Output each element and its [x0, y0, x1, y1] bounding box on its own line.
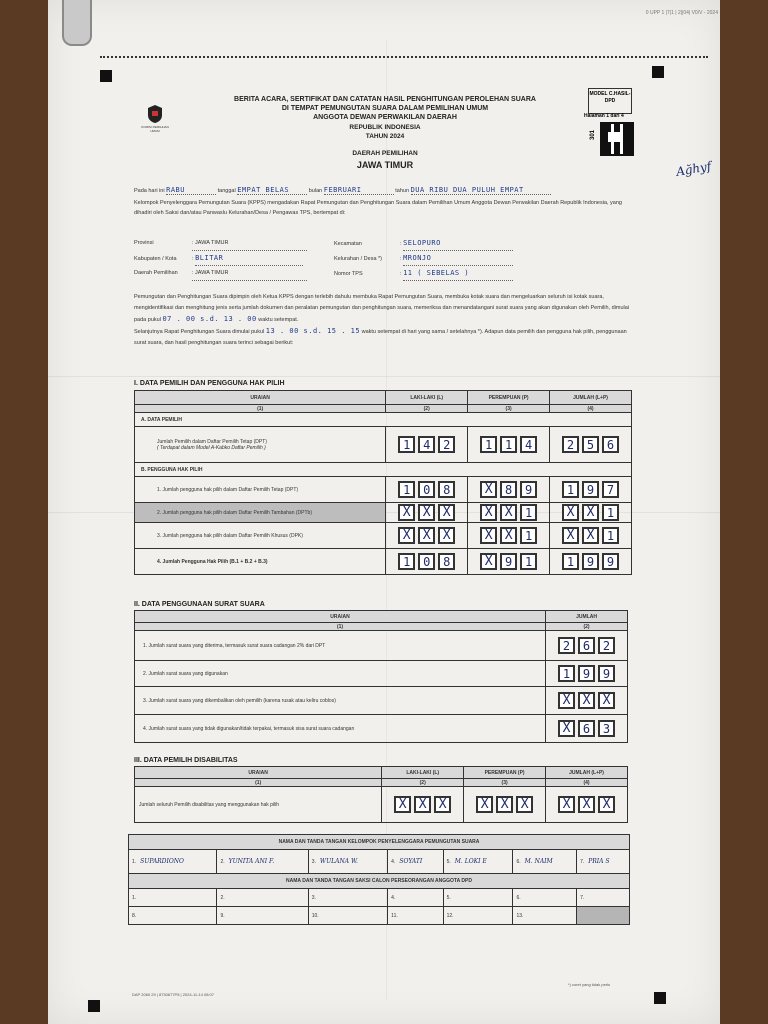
section-1-table: [134, 390, 632, 575]
digit-box: X: [480, 481, 497, 498]
col-number: (3): [464, 779, 546, 787]
digit-boxes: [468, 527, 549, 544]
value-kecamatan: SELOPURO: [403, 236, 513, 251]
digit-boxes: [550, 481, 631, 498]
signature-name: M. NAIM: [524, 858, 553, 865]
disabilitas-label: Jumlah seluruh Pemilih disabilitas yang menggunakan hak pilih: [135, 787, 382, 823]
digit-box: X: [414, 796, 431, 813]
digit-box: X: [558, 720, 575, 737]
signature-number: 6.: [516, 859, 521, 865]
digit-box: 1: [602, 527, 619, 544]
b2-perempuan: [468, 503, 550, 523]
location-right: Kecamatan : SELOPURO Kelurahan / Desa *) : MRONJO Nomor TPS : 11 ( SEBELAS ): [334, 236, 534, 281]
saksi-signature-cell: 8.: [129, 907, 217, 925]
digit-box: X: [434, 796, 451, 813]
saksi-title: NAMA DAN TANDA TANGAN SAKSI CALON PERSEORANGAN ANGGOTA DPD: [129, 874, 630, 889]
signature-name: SOYATI: [399, 858, 423, 865]
header-jumlah: JUMLAH: [546, 611, 628, 623]
digit-box: X: [578, 692, 595, 709]
section-3-table: [134, 766, 628, 823]
digit-box: 2: [558, 637, 575, 654]
dpt-label: Jumlah Pemilih dalam Daftar Pemilih Tetap (DPT): [157, 438, 267, 445]
header-laki: LAKI-LAKI (L): [386, 391, 468, 405]
digit-box: 1: [562, 481, 579, 498]
page-info: Halaman 1 dari 4: [584, 113, 624, 119]
shaded-cell: [577, 907, 630, 925]
digit-box: 9: [582, 481, 599, 498]
col-number: (1): [135, 405, 386, 413]
region-label: DAERAH PEMILIHAN: [352, 150, 418, 157]
title-line-1: BERITA ACARA, SERTIFIKAT DAN CATATAN HASIL PENGHITUNGAN PEROLEHAN SUARA: [234, 96, 536, 103]
saksi-signature-cell: 1.: [129, 889, 217, 907]
title-line-4: REPUBLIK INDONESIA: [349, 124, 421, 131]
digit-boxes: [468, 481, 549, 498]
b3-perempuan: [468, 523, 550, 549]
b4-jumlah: [550, 549, 632, 575]
saksi-signature-cell: 5.: [443, 889, 513, 907]
digit-box: 9: [602, 553, 619, 570]
saksi-signature-cell: 6.: [513, 889, 577, 907]
b3-laki: [386, 523, 468, 549]
digit-boxes: [550, 504, 631, 521]
digit-boxes: [386, 436, 467, 453]
digit-boxes: [550, 553, 631, 570]
saksi-signature-cell: 11.: [388, 907, 443, 925]
digit-boxes: [546, 637, 627, 654]
digit-boxes: [468, 504, 549, 521]
binder-clip: [62, 0, 92, 46]
section-2-table: [134, 610, 628, 743]
kpps-title: NAMA DAN TANDA TANGAN KELOMPOK PENYELENGGARA PEMUNGUTAN SUARA: [129, 835, 630, 850]
col-number: (3): [468, 405, 550, 413]
location-left: Provinsi : JAWA TIMUR Kabupaten / Kota : BLITAR Daerah Pemilihan : JAWA TIMUR: [134, 236, 314, 281]
value-provinsi: : JAWA TIMUR: [192, 236, 307, 251]
group-a-label: A. DATA PEMILIH: [135, 413, 632, 427]
digit-boxes: [546, 692, 627, 709]
label-tps: Nomor TPS: [334, 271, 363, 277]
b2-laki: [386, 503, 468, 523]
col-number: (4): [546, 779, 628, 787]
digit-boxes: [468, 553, 549, 570]
col-number: (1): [135, 623, 546, 631]
dpt-perempuan: [468, 427, 550, 463]
count-time: 13 . 00 s.d. 15 . 15: [265, 327, 361, 335]
digit-box: 9: [578, 665, 595, 682]
header-perempuan: PEREMPUAN (P): [464, 767, 546, 779]
digit-boxes: [386, 527, 467, 544]
b2-jumlah: [550, 503, 632, 523]
start-time: 07 . 00 s.d. 13 . 00: [162, 315, 257, 323]
group-b-label: B. PENGGUNA HAK PILIH: [135, 463, 632, 477]
dpt-note: ( Terdapat dalam Model A-Kabko Daftar Pemilih ): [157, 444, 266, 451]
digit-box: 1: [520, 553, 537, 570]
b3-label: 3. Jumlah pengguna hak pilih dalam Daftar Pemilih Khusus (DPK): [135, 523, 386, 549]
title-line-5: TAHUN 2024: [365, 133, 405, 140]
label-bulan: bulan: [308, 188, 323, 194]
signature-number: 4.: [391, 859, 396, 865]
digit-box: X: [394, 796, 411, 813]
b1-label: 1. Jumlah pengguna hak pilih dalam Daftar Pemilih Tetap (DPT): [135, 477, 386, 503]
digit-boxes: [382, 796, 463, 813]
value-tanggal: EMPAT BELAS: [237, 186, 307, 195]
signature-name: M. LOKI E: [454, 858, 487, 865]
digit-boxes: [546, 720, 627, 737]
corner-mark: [654, 992, 666, 1004]
header-jumlah: JUMLAH (L+P): [546, 767, 628, 779]
digit-box: 9: [520, 481, 537, 498]
ss3-label: 3. Jumlah surat suara yang dikembalikan oleh pemilih (karena rusak atau keliru coblos): [135, 687, 546, 715]
value-tps: 11 ( SEBELAS ): [403, 266, 513, 281]
digit-box: 1: [398, 481, 415, 498]
digit-box: 1: [558, 665, 575, 682]
digit-box: 9: [500, 553, 517, 570]
process-paragraph: [134, 292, 634, 349]
footer-note: *) coret yang tidak perlu: [568, 982, 611, 987]
digit-boxes: [386, 553, 467, 570]
cut-line: [100, 56, 708, 58]
title-line-2: DI TEMPAT PEMUNGUTAN SUARA DALAM PEMILIHAN UMUM: [281, 105, 489, 112]
digit-box: 1: [562, 553, 579, 570]
digit-box: X: [558, 692, 575, 709]
digit-box: X: [496, 796, 513, 813]
digit-box: X: [438, 504, 455, 521]
digit-boxes: [546, 665, 627, 682]
label-tahun: tahun: [395, 188, 410, 194]
kpps-signature-cell: [513, 850, 577, 874]
label-kabkota: Kabupaten / Kota: [134, 256, 177, 262]
digit-boxes: [468, 436, 549, 453]
digit-box: 1: [480, 436, 497, 453]
digit-box: X: [438, 527, 455, 544]
digit-boxes: [386, 504, 467, 521]
b2-label: 2. Jumlah pengguna hak pilih dalam Daftar Pemilih Tambahan (DPTb): [135, 503, 386, 523]
digit-box: 1: [520, 504, 537, 521]
saksi-signature-cell: 2.: [217, 889, 308, 907]
digit-box: X: [516, 796, 533, 813]
digit-box: X: [480, 504, 497, 521]
value-dapil: : JAWA TIMUR: [192, 266, 307, 281]
kpps-signature-cell: [129, 850, 217, 874]
signature-number: 3.: [311, 859, 316, 865]
digit-boxes: [550, 436, 631, 453]
digit-box: X: [480, 553, 497, 570]
label-hari: Pada hari ini: [134, 188, 165, 194]
corner-mark: [652, 66, 664, 78]
model-box: MODEL C.HASIL-DPD: [588, 88, 632, 114]
digit-box: 8: [438, 481, 455, 498]
digit-box: X: [398, 504, 415, 521]
digit-box: 0: [418, 481, 435, 498]
digit-box: X: [578, 796, 595, 813]
value-bulan: FEBRUARI: [324, 186, 394, 195]
kpps-signature-cell: [217, 850, 308, 874]
digit-box: 0: [418, 553, 435, 570]
header-perempuan: PEREMPUAN (P): [468, 391, 550, 405]
value-hari: RABU: [166, 186, 216, 195]
digit-box: 5: [582, 436, 599, 453]
digit-box: X: [398, 527, 415, 544]
kpu-logo-icon: [146, 104, 164, 124]
digit-box: X: [598, 796, 615, 813]
ss2-value: [546, 661, 628, 687]
header-jumlah: JUMLAH (L+P): [550, 391, 632, 405]
label-provinsi: Provinsi: [134, 240, 154, 246]
digit-boxes: [464, 796, 545, 813]
digit-box: 3: [598, 720, 615, 737]
saksi-signature-cell: 12.: [443, 907, 513, 925]
digit-box: 1: [520, 527, 537, 544]
kpps-signature-table: [128, 834, 630, 925]
digit-box: X: [418, 527, 435, 544]
disabilitas-perempuan: [464, 787, 546, 823]
dpt-label-cell: [135, 427, 386, 463]
col-number: (2): [386, 405, 468, 413]
digit-box: 2: [562, 436, 579, 453]
header-uraian: URAIAN: [135, 391, 386, 405]
signature-number: 1.: [132, 859, 137, 865]
section-2-title: II. DATA PENGGUNAAN SURAT SUARA: [134, 601, 265, 608]
header-uraian: URAIAN: [135, 611, 546, 623]
process-text-1: Pemungutan dan Penghitungan Suara dipimpin oleh Ketua KPPS dengan terlebih dahulu membuka Rapat Pemungutan Suara, membuka kotak suara dan mengeluarkan seluruh isi kotak suara, mengidentifikasi dan menghitung jenis serta jumlah dokumen dan peralatan pemungutan dan penghitungan suara, memeriksa dan menandatangani surat suara yang akan digunakan oleh Pemilih, dimulai pada pukul: [134, 294, 630, 323]
label-tanggal: tanggal: [217, 188, 236, 194]
process-text-1-end: waktu setempat.: [258, 317, 299, 323]
signature-name: SUPARDIONO: [140, 858, 184, 865]
digit-box: X: [562, 504, 579, 521]
value-kelurahan: MRONJO: [403, 251, 513, 266]
disabilitas-jumlah: [546, 787, 628, 823]
process-text-2: Selanjutnya Rapat Penghitungan Suara dimulai pukul: [134, 329, 265, 335]
intro-paragraph: Kelompok Penyelenggara Pemungutan Suara (KPPS) mengadakan Rapat Pemungutan dan Penghitungan Suara dalam Pemilihan Umum Anggota Dewan Perwakilan Daerah Republik Indonesia, yang dihadiri oleh Saksi dan/atau Panwaslu Kelurahan/Desa / Pengawas TPS, bertempat di:: [134, 200, 622, 216]
header-laki: LAKI-LAKI (L): [382, 767, 464, 779]
signature-number: 2.: [220, 859, 225, 865]
footer-code: DAP 2060 29 | 8730677P8 | 2024-11-14 08:07: [132, 992, 214, 997]
disabilitas-laki: [382, 787, 464, 823]
saksi-signature-cell: 10.: [308, 907, 387, 925]
digit-box: X: [558, 796, 575, 813]
digit-box: 4: [418, 436, 435, 453]
ss1-value: [546, 631, 628, 661]
saksi-signature-cell: 13.: [513, 907, 577, 925]
b1-laki: [386, 477, 468, 503]
ss1-label: 1. Jumlah surat suara yang diterima, termasuk surat suara cadangan 2% dari DPT: [135, 631, 546, 661]
digit-box: X: [582, 504, 599, 521]
col-number: (4): [550, 405, 632, 413]
corner-mark: [100, 70, 112, 82]
dpt-laki: [386, 427, 468, 463]
header-uraian: URAIAN: [135, 767, 382, 779]
corner-code: 0 UPP 1 |7|1 | 2||04| V0/V - 2024: [645, 10, 718, 16]
b1-jumlah: [550, 477, 632, 503]
qr-code: [600, 122, 634, 156]
digit-box: X: [480, 527, 497, 544]
signature-name: YUNITA ANI F.: [228, 858, 275, 865]
signature-number: 7.: [580, 859, 585, 865]
digit-box: X: [500, 504, 517, 521]
section-1-title: I. DATA PEMILIH DAN PENGGUNA HAK PILIH: [134, 380, 285, 387]
digit-box: 6: [602, 436, 619, 453]
label-kecamatan: Kecamatan: [334, 241, 362, 247]
digit-boxes: [386, 481, 467, 498]
logo-caption: KOMISI PEMILIHAN UMUM: [141, 125, 169, 133]
kpps-signature-cell: [308, 850, 387, 874]
region-name: JAWA TIMUR: [356, 160, 414, 170]
process-text-2-end: waktu setempat di hari yang sama / setelahnya *). Adapun data pemilih dan pengguna hak pilih, penggunaan surat suara, dan hasil penghitungan suara terinci sebagai berikut:: [134, 329, 627, 346]
qr-number: 301: [590, 129, 597, 141]
fold-line: [48, 376, 720, 377]
b4-perempuan: [468, 549, 550, 575]
digit-box: X: [476, 796, 493, 813]
ss3-value: [546, 687, 628, 715]
digit-box: 2: [598, 637, 615, 654]
saksi-signature-cell: 7.: [577, 889, 630, 907]
corner-mark: [88, 1000, 100, 1012]
b4-label: 4. Jumlah Pengguna Hak Pilih (B.1 + B.2 + B.3): [135, 549, 386, 575]
ss2-label: 2. Jumlah surat suara yang digunakan: [135, 661, 546, 687]
digit-box: 9: [582, 553, 599, 570]
b1-perempuan: [468, 477, 550, 503]
paraf-signature: Ağhyf: [675, 159, 713, 179]
col-number: (2): [382, 779, 464, 787]
digit-boxes: [550, 527, 631, 544]
digit-box: X: [582, 527, 599, 544]
digit-box: X: [500, 527, 517, 544]
ss4-label: 4. Jumlah surat suara yang tidak digunakan/tidak terpakai, termasuk sisa surat suara cadangan: [135, 715, 546, 743]
digit-box: 2: [438, 436, 455, 453]
value-tahun: DUA RIBU DUA PULUH EMPAT: [411, 186, 551, 195]
ss4-value: [546, 715, 628, 743]
b4-laki: [386, 549, 468, 575]
section-3-title: III. DATA PEMILIH DISABILITAS: [134, 757, 238, 764]
signature-name: WULANA W.: [319, 858, 358, 865]
digit-box: 6: [578, 637, 595, 654]
digit-box: X: [598, 692, 615, 709]
digit-box: 8: [500, 481, 517, 498]
digit-box: 4: [520, 436, 537, 453]
signature-name: PRIA S: [588, 858, 610, 865]
kpps-signature-cell: [577, 850, 630, 874]
digit-box: 1: [602, 504, 619, 521]
kpps-signature-cell: [388, 850, 443, 874]
digit-box: 8: [438, 553, 455, 570]
col-number: (2): [546, 623, 628, 631]
b3-jumlah: [550, 523, 632, 549]
digit-box: 1: [500, 436, 517, 453]
dpt-jumlah: [550, 427, 632, 463]
label-kelurahan: Kelurahan / Desa *): [334, 256, 382, 262]
saksi-signature-cell: 4.: [388, 889, 443, 907]
digit-box: 7: [602, 481, 619, 498]
intro-line: [134, 186, 634, 195]
digit-box: 9: [598, 665, 615, 682]
value-kabkota: BLITAR: [195, 251, 303, 266]
digit-box: 1: [398, 553, 415, 570]
digit-box: 1: [398, 436, 415, 453]
saksi-signature-cell: 3.: [308, 889, 387, 907]
title-line-3: ANGGOTA DEWAN PERWAKILAN DAERAH: [313, 114, 457, 121]
kpps-signature-cell: [443, 850, 513, 874]
digit-box: X: [562, 527, 579, 544]
digit-boxes: [546, 796, 627, 813]
label-dapil: Daerah Pemilihan: [134, 270, 178, 276]
digit-box: X: [418, 504, 435, 521]
signature-number: 5.: [446, 859, 451, 865]
col-number: (1): [135, 779, 382, 787]
saksi-signature-cell: 9.: [217, 907, 308, 925]
digit-box: 6: [578, 720, 595, 737]
